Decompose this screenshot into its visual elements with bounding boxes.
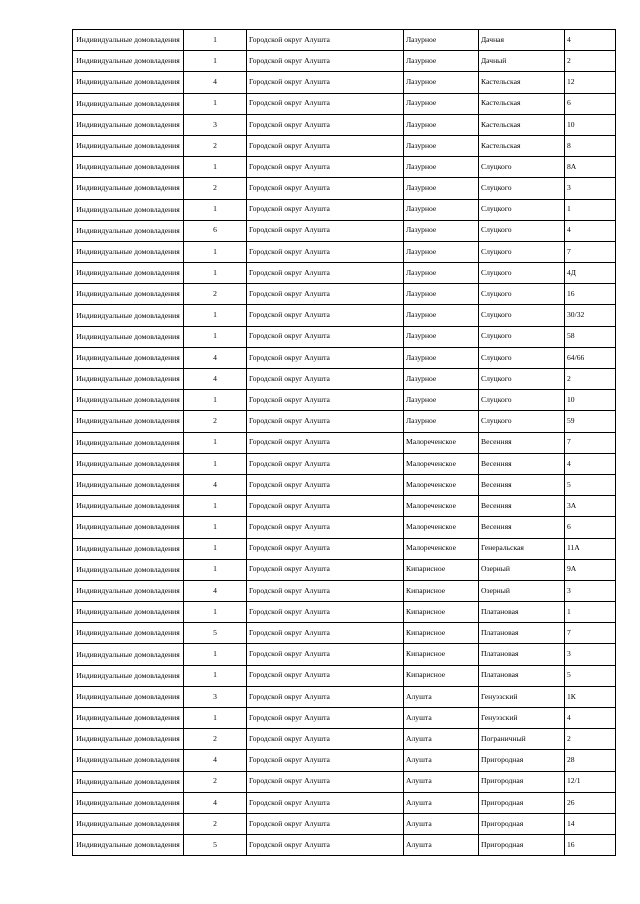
table-row xyxy=(73,369,616,390)
cell-settlement: Лазурное xyxy=(404,93,479,114)
cell-count: 2 xyxy=(184,178,247,199)
cell-type: Индивидуальные домовладения xyxy=(73,644,184,665)
cell-street: Платановая xyxy=(479,623,565,644)
cell-type: Индивидуальные домовладения xyxy=(73,623,184,644)
cell-street: Слуцкого xyxy=(479,411,565,432)
cell-district: Городской округ Алушта xyxy=(247,30,404,51)
cell-district: Городской округ Алушта xyxy=(247,496,404,517)
cell-house: 7 xyxy=(565,241,616,262)
cell-street: Слуцкого xyxy=(479,369,565,390)
cell-type: Индивидуальные домовладения xyxy=(73,559,184,580)
cell-count: 4 xyxy=(184,750,247,771)
cell-count: 4 xyxy=(184,347,247,368)
cell-type: Индивидуальные домовладения xyxy=(73,835,184,856)
cell-district: Городской округ Алушта xyxy=(247,835,404,856)
cell-street: Озерный xyxy=(479,580,565,601)
cell-house: 2 xyxy=(565,369,616,390)
table-row xyxy=(73,708,616,729)
cell-house: 2 xyxy=(565,51,616,72)
cell-count: 1 xyxy=(184,644,247,665)
cell-district: Городской округ Алушта xyxy=(247,602,404,623)
cell-street: Слуцкого xyxy=(479,284,565,305)
cell-settlement: Алушта xyxy=(404,708,479,729)
cell-type: Индивидуальные домовладения xyxy=(73,411,184,432)
cell-street: Генуэзский xyxy=(479,708,565,729)
table-row xyxy=(73,135,616,156)
cell-house: 30/32 xyxy=(565,305,616,326)
cell-type: Индивидуальные домовладения xyxy=(73,284,184,305)
table-row xyxy=(73,474,616,495)
table-row xyxy=(73,665,616,686)
cell-house: 6 xyxy=(565,93,616,114)
cell-settlement: Лазурное xyxy=(404,263,479,284)
cell-count: 6 xyxy=(184,220,247,241)
cell-type: Индивидуальные домовладения xyxy=(73,114,184,135)
cell-settlement: Малореченское xyxy=(404,474,479,495)
cell-district: Городской округ Алушта xyxy=(247,771,404,792)
table-row xyxy=(73,771,616,792)
cell-house: 7 xyxy=(565,623,616,644)
cell-house: 8 xyxy=(565,135,616,156)
cell-type: Индивидуальные домовладения xyxy=(73,390,184,411)
cell-district: Городской округ Алушта xyxy=(247,135,404,156)
cell-street: Кастельская xyxy=(479,93,565,114)
cell-street: Слуцкого xyxy=(479,347,565,368)
cell-district: Городской округ Алушта xyxy=(247,708,404,729)
table-row xyxy=(73,580,616,601)
cell-street: Кастельская xyxy=(479,135,565,156)
cell-count: 1 xyxy=(184,665,247,686)
cell-settlement: Лазурное xyxy=(404,284,479,305)
cell-street: Кастельская xyxy=(479,72,565,93)
table-row xyxy=(73,72,616,93)
cell-type: Индивидуальные домовладения xyxy=(73,453,184,474)
table-row xyxy=(73,432,616,453)
cell-district: Городской округ Алушта xyxy=(247,305,404,326)
cell-count: 2 xyxy=(184,729,247,750)
cell-house: 10 xyxy=(565,390,616,411)
cell-settlement: Лазурное xyxy=(404,241,479,262)
cell-house: 12 xyxy=(565,72,616,93)
cell-district: Городской округ Алушта xyxy=(247,792,404,813)
cell-house: 5 xyxy=(565,474,616,495)
cell-street: Кастельская xyxy=(479,114,565,135)
cell-district: Городской округ Алушта xyxy=(247,517,404,538)
cell-count: 1 xyxy=(184,432,247,453)
cell-settlement: Лазурное xyxy=(404,178,479,199)
cell-district: Городской округ Алушта xyxy=(247,178,404,199)
table-row xyxy=(73,114,616,135)
cell-type: Индивидуальные домовладения xyxy=(73,30,184,51)
cell-count: 1 xyxy=(184,602,247,623)
table-row xyxy=(73,178,616,199)
table-row xyxy=(73,559,616,580)
cell-street: Дачная xyxy=(479,30,565,51)
cell-house: 9А xyxy=(565,559,616,580)
cell-settlement: Алушта xyxy=(404,750,479,771)
cell-street: Слуцкого xyxy=(479,199,565,220)
cell-street: Слуцкого xyxy=(479,326,565,347)
cell-settlement: Кипарисное xyxy=(404,644,479,665)
cell-settlement: Алушта xyxy=(404,771,479,792)
cell-type: Индивидуальные домовладения xyxy=(73,178,184,199)
cell-street: Пригородная xyxy=(479,835,565,856)
cell-type: Индивидуальные домовладения xyxy=(73,263,184,284)
table-row xyxy=(73,51,616,72)
table-row xyxy=(73,835,616,856)
cell-count: 4 xyxy=(184,369,247,390)
table-row xyxy=(73,538,616,559)
cell-settlement: Лазурное xyxy=(404,220,479,241)
cell-type: Индивидуальные домовладения xyxy=(73,517,184,538)
cell-street: Весенняя xyxy=(479,453,565,474)
cell-street: Генеральская xyxy=(479,538,565,559)
cell-district: Городской округ Алушта xyxy=(247,390,404,411)
cell-settlement: Алушта xyxy=(404,729,479,750)
table-row xyxy=(73,241,616,262)
cell-house: 3 xyxy=(565,178,616,199)
cell-count: 1 xyxy=(184,305,247,326)
cell-district: Городской округ Алушта xyxy=(247,644,404,665)
cell-district: Городской округ Алушта xyxy=(247,580,404,601)
cell-type: Индивидуальные домовладения xyxy=(73,813,184,834)
cell-count: 1 xyxy=(184,453,247,474)
cell-settlement: Кипарисное xyxy=(404,602,479,623)
cell-house: 1 xyxy=(565,602,616,623)
cell-settlement: Алушта xyxy=(404,686,479,707)
cell-house: 2 xyxy=(565,729,616,750)
cell-house: 1 xyxy=(565,199,616,220)
cell-settlement: Лазурное xyxy=(404,30,479,51)
cell-settlement: Лазурное xyxy=(404,157,479,178)
cell-count: 1 xyxy=(184,326,247,347)
cell-type: Индивидуальные домовладения xyxy=(73,729,184,750)
table-row xyxy=(73,93,616,114)
table-row xyxy=(73,644,616,665)
cell-district: Городской округ Алушта xyxy=(247,157,404,178)
table-row xyxy=(73,30,616,51)
cell-count: 3 xyxy=(184,686,247,707)
table-row xyxy=(73,347,616,368)
cell-house: 3 xyxy=(565,644,616,665)
cell-street: Пригородная xyxy=(479,813,565,834)
cell-street: Слуцкого xyxy=(479,390,565,411)
cell-count: 2 xyxy=(184,813,247,834)
cell-count: 1 xyxy=(184,496,247,517)
cell-count: 4 xyxy=(184,792,247,813)
table-row xyxy=(73,390,616,411)
cell-street: Дачный xyxy=(479,51,565,72)
cell-district: Городской округ Алушта xyxy=(247,326,404,347)
cell-street: Слуцкого xyxy=(479,178,565,199)
table-row xyxy=(73,305,616,326)
cell-district: Городской округ Алушта xyxy=(247,453,404,474)
cell-settlement: Лазурное xyxy=(404,390,479,411)
cell-type: Индивидуальные домовладения xyxy=(73,474,184,495)
cell-type: Индивидуальные домовладения xyxy=(73,580,184,601)
cell-district: Городской округ Алушта xyxy=(247,93,404,114)
cell-count: 1 xyxy=(184,199,247,220)
cell-count: 1 xyxy=(184,708,247,729)
cell-district: Городской округ Алушта xyxy=(247,369,404,390)
cell-type: Индивидуальные домовладения xyxy=(73,432,184,453)
cell-settlement: Алушта xyxy=(404,792,479,813)
cell-street: Платановая xyxy=(479,665,565,686)
table-row xyxy=(73,813,616,834)
cell-type: Индивидуальные домовладения xyxy=(73,602,184,623)
cell-count: 1 xyxy=(184,93,247,114)
cell-house: 64/66 xyxy=(565,347,616,368)
cell-count: 2 xyxy=(184,771,247,792)
cell-house: 4 xyxy=(565,453,616,474)
cell-settlement: Кипарисное xyxy=(404,580,479,601)
cell-district: Городской округ Алушта xyxy=(247,623,404,644)
table-row xyxy=(73,199,616,220)
cell-settlement: Лазурное xyxy=(404,51,479,72)
cell-settlement: Лазурное xyxy=(404,305,479,326)
table-row xyxy=(73,623,616,644)
cell-count: 4 xyxy=(184,474,247,495)
cell-house: 58 xyxy=(565,326,616,347)
cell-street: Слуцкого xyxy=(479,157,565,178)
cell-count: 5 xyxy=(184,623,247,644)
cell-count: 1 xyxy=(184,30,247,51)
cell-settlement: Малореченское xyxy=(404,538,479,559)
cell-settlement: Лазурное xyxy=(404,135,479,156)
cell-house: 1К xyxy=(565,686,616,707)
cell-settlement: Лазурное xyxy=(404,72,479,93)
cell-type: Индивидуальные домовладения xyxy=(73,157,184,178)
cell-street: Пригородная xyxy=(479,792,565,813)
cell-type: Индивидуальные домовладения xyxy=(73,93,184,114)
cell-house: 3А xyxy=(565,496,616,517)
cell-district: Городской округ Алушта xyxy=(247,559,404,580)
cell-house: 10 xyxy=(565,114,616,135)
cell-street: Платановая xyxy=(479,602,565,623)
cell-street: Пограничный xyxy=(479,729,565,750)
cell-settlement: Малореченское xyxy=(404,496,479,517)
cell-house: 6 xyxy=(565,517,616,538)
cell-district: Городской округ Алушта xyxy=(247,241,404,262)
cell-district: Городской округ Алушта xyxy=(247,474,404,495)
cell-house: 11А xyxy=(565,538,616,559)
cell-street: Весенняя xyxy=(479,474,565,495)
cell-settlement: Лазурное xyxy=(404,114,479,135)
cell-district: Городской округ Алушта xyxy=(247,51,404,72)
cell-district: Городской округ Алушта xyxy=(247,665,404,686)
cell-type: Индивидуальные домовладения xyxy=(73,72,184,93)
cell-settlement: Алушта xyxy=(404,813,479,834)
cell-type: Индивидуальные домовладения xyxy=(73,305,184,326)
cell-type: Индивидуальные домовладения xyxy=(73,496,184,517)
cell-district: Городской округ Алушта xyxy=(247,411,404,432)
cell-house: 4Д xyxy=(565,263,616,284)
cell-district: Городской округ Алушта xyxy=(247,263,404,284)
table-row xyxy=(73,729,616,750)
cell-district: Городской округ Алушта xyxy=(247,750,404,771)
cell-settlement: Кипарисное xyxy=(404,623,479,644)
cell-district: Городской округ Алушта xyxy=(247,114,404,135)
cell-settlement: Кипарисное xyxy=(404,559,479,580)
table-row xyxy=(73,411,616,432)
household-table xyxy=(72,29,616,856)
cell-settlement: Малореченское xyxy=(404,453,479,474)
cell-settlement: Малореченское xyxy=(404,432,479,453)
cell-type: Индивидуальные домовладения xyxy=(73,708,184,729)
table-row xyxy=(73,220,616,241)
cell-count: 4 xyxy=(184,72,247,93)
cell-district: Городской округ Алушта xyxy=(247,72,404,93)
cell-settlement: Кипарисное xyxy=(404,665,479,686)
cell-count: 2 xyxy=(184,135,247,156)
cell-house: 3 xyxy=(565,580,616,601)
cell-type: Индивидуальные домовладения xyxy=(73,369,184,390)
cell-house: 59 xyxy=(565,411,616,432)
cell-house: 12/1 xyxy=(565,771,616,792)
cell-settlement: Лазурное xyxy=(404,326,479,347)
cell-count: 1 xyxy=(184,241,247,262)
cell-street: Генуэзский xyxy=(479,686,565,707)
table-row xyxy=(73,602,616,623)
cell-house: 4 xyxy=(565,30,616,51)
cell-count: 1 xyxy=(184,559,247,580)
cell-house: 4 xyxy=(565,708,616,729)
table-row xyxy=(73,517,616,538)
cell-house: 5 xyxy=(565,665,616,686)
cell-street: Слуцкого xyxy=(479,241,565,262)
cell-house: 26 xyxy=(565,792,616,813)
cell-count: 1 xyxy=(184,390,247,411)
cell-count: 1 xyxy=(184,517,247,538)
table-row xyxy=(73,326,616,347)
cell-house: 16 xyxy=(565,835,616,856)
cell-settlement: Лазурное xyxy=(404,199,479,220)
cell-type: Индивидуальные домовладения xyxy=(73,750,184,771)
cell-district: Городской округ Алушта xyxy=(247,686,404,707)
cell-street: Слуцкого xyxy=(479,305,565,326)
cell-district: Городской округ Алушта xyxy=(247,813,404,834)
cell-settlement: Алушта xyxy=(404,835,479,856)
cell-type: Индивидуальные домовладения xyxy=(73,51,184,72)
cell-type: Индивидуальные домовладения xyxy=(73,792,184,813)
cell-house: 8А xyxy=(565,157,616,178)
cell-district: Городской округ Алушта xyxy=(247,284,404,305)
table-row xyxy=(73,284,616,305)
table-row xyxy=(73,496,616,517)
cell-street: Весенняя xyxy=(479,432,565,453)
cell-street: Пригородная xyxy=(479,750,565,771)
cell-district: Городской округ Алушта xyxy=(247,199,404,220)
cell-settlement: Лазурное xyxy=(404,369,479,390)
cell-district: Городской округ Алушта xyxy=(247,538,404,559)
cell-type: Индивидуальные домовладения xyxy=(73,220,184,241)
cell-district: Городской округ Алушта xyxy=(247,729,404,750)
cell-district: Городской округ Алушта xyxy=(247,220,404,241)
cell-type: Индивидуальные домовладения xyxy=(73,199,184,220)
cell-street: Слуцкого xyxy=(479,220,565,241)
cell-settlement: Лазурное xyxy=(404,411,479,432)
table-row xyxy=(73,453,616,474)
cell-count: 1 xyxy=(184,157,247,178)
cell-street: Пригородная xyxy=(479,771,565,792)
cell-house: 14 xyxy=(565,813,616,834)
cell-count: 5 xyxy=(184,835,247,856)
cell-count: 3 xyxy=(184,114,247,135)
cell-type: Индивидуальные домовладения xyxy=(73,538,184,559)
cell-type: Индивидуальные домовладения xyxy=(73,135,184,156)
cell-type: Индивидуальные домовладения xyxy=(73,326,184,347)
table-body xyxy=(73,30,616,856)
table-row xyxy=(73,750,616,771)
cell-house: 16 xyxy=(565,284,616,305)
cell-type: Индивидуальные домовладения xyxy=(73,241,184,262)
cell-house: 4 xyxy=(565,220,616,241)
cell-count: 4 xyxy=(184,580,247,601)
cell-count: 1 xyxy=(184,51,247,72)
cell-district: Городской округ Алушта xyxy=(247,347,404,368)
cell-district: Городской округ Алушта xyxy=(247,432,404,453)
cell-count: 1 xyxy=(184,538,247,559)
cell-settlement: Малореченское xyxy=(404,517,479,538)
cell-house: 28 xyxy=(565,750,616,771)
cell-settlement: Лазурное xyxy=(404,347,479,368)
cell-count: 2 xyxy=(184,411,247,432)
cell-street: Весенняя xyxy=(479,496,565,517)
cell-type: Индивидуальные домовладения xyxy=(73,686,184,707)
table-row xyxy=(73,792,616,813)
cell-type: Индивидуальные домовладения xyxy=(73,347,184,368)
cell-house: 7 xyxy=(565,432,616,453)
cell-street: Слуцкого xyxy=(479,263,565,284)
cell-street: Озерный xyxy=(479,559,565,580)
table-row xyxy=(73,263,616,284)
cell-type: Индивидуальные домовладения xyxy=(73,665,184,686)
cell-count: 2 xyxy=(184,284,247,305)
cell-street: Платановая xyxy=(479,644,565,665)
table-row xyxy=(73,686,616,707)
cell-count: 1 xyxy=(184,263,247,284)
cell-type: Индивидуальные домовладения xyxy=(73,771,184,792)
cell-street: Весенняя xyxy=(479,517,565,538)
table-row xyxy=(73,157,616,178)
